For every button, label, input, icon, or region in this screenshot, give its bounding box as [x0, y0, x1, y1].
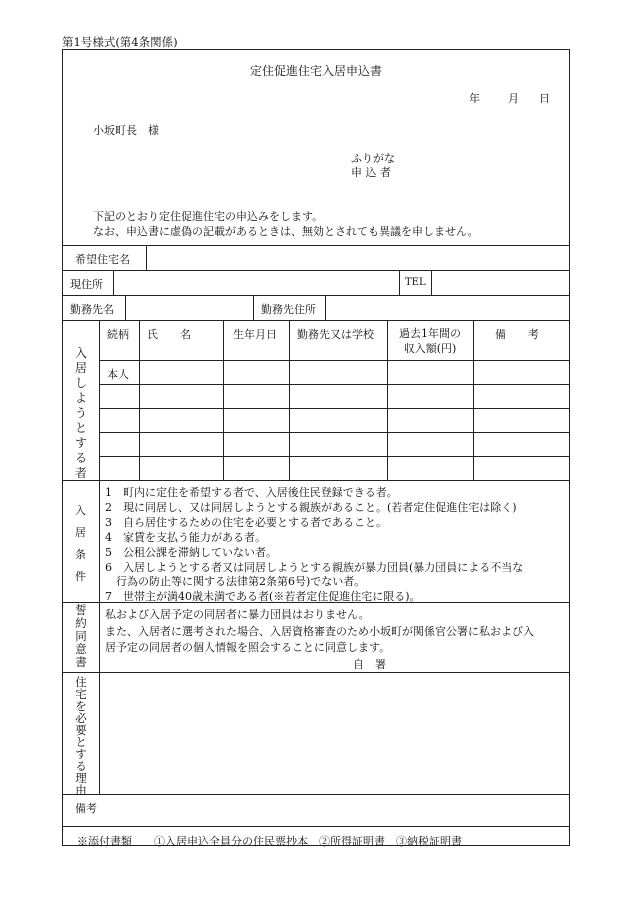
- requirement-item: 5 公租公課を滞納していない者。: [105, 546, 277, 559]
- requirement-item: 1 町内に定住を希望する者で、入居後住民登録できる者。: [105, 486, 398, 499]
- applicant-label: 申 込 者: [351, 166, 391, 179]
- consent-line-3: 居予定の同居者の個人情報を照会することに同意します。: [105, 641, 391, 654]
- attachments-note: ※添付書類 ①入居申込全員分の住民票抄本 ②所得証明書 ③納税証明書: [77, 835, 462, 848]
- employer-name-label: 勤務先名: [70, 303, 114, 316]
- addressee: 小坂町長 様: [93, 124, 159, 137]
- desired-housing-label: 希望住宅名: [75, 253, 130, 266]
- requirements-label-char: 居: [75, 526, 86, 539]
- date-day: 日: [539, 92, 550, 105]
- consent-line-2: また、入居者に選考された場合、入居資格審査のため小坂町が関係官公署に私および入: [105, 625, 534, 638]
- table-row-relation: 本人: [107, 368, 129, 381]
- intro-line-2: なお、申込書に虚偽の記載があるときは、無効とされても異議を申しません。: [93, 225, 479, 238]
- employer-address-label: 勤務先住所: [261, 303, 316, 316]
- date-month: 月: [508, 92, 519, 105]
- requirements-label-char: 条: [75, 548, 86, 561]
- requirement-item: 7 世帯主が満40歳未満である者(※若者定住促進住宅に限る)。: [105, 590, 421, 603]
- date-year: 年: [469, 92, 480, 105]
- col-name: 氏 名: [147, 328, 191, 341]
- signature-label: 自 署: [353, 658, 386, 671]
- remarks-label: 備考: [75, 802, 97, 815]
- requirements-label-char: 件: [75, 570, 86, 583]
- col-birthdate: 生年月日: [233, 328, 277, 341]
- requirement-item: 3 自ら居住するための住宅を必要とする者であること。: [105, 516, 387, 529]
- consent-line-1: 私および入居予定の同居者に暴力団員はおりません。: [105, 608, 370, 621]
- col-income: 過去1年間の 収入額(円): [399, 327, 461, 355]
- application-form: [62, 49, 570, 846]
- furigana-label: ふりがな: [351, 152, 395, 165]
- col-remarks: 備 考: [495, 328, 539, 341]
- form-number: 第1号様式(第4条関係): [62, 35, 178, 49]
- col-workplace: 勤務先又は学校: [297, 328, 374, 341]
- consent-section-label: 誓約同意書: [75, 603, 87, 669]
- intro-line-1: 下記のとおり定住促進住宅の申込みをします。: [93, 210, 324, 223]
- requirement-item: 6 入居しようとする者又は同居しようとする親族が暴力団員(暴力団員による不当な: [105, 561, 524, 574]
- col-relation: 続柄: [107, 328, 129, 341]
- tel-label: TEL: [405, 277, 426, 288]
- requirement-item: 4 家賃を支払う能力がある者。: [105, 531, 266, 544]
- reason-section-label: 住宅を必要とする理由: [75, 675, 87, 797]
- requirement-item: 行為の防止等に関する法律第2条第6号)でない者。: [105, 575, 366, 588]
- current-address-label: 現住所: [70, 278, 103, 291]
- form-title: 定住促進住宅入居申込書: [249, 64, 382, 78]
- residents-section-label: 入居しようとする者: [74, 346, 87, 480]
- requirements-label-char: 入: [75, 504, 86, 517]
- requirement-item: 2 現に同居し、又は同居しようとする親族があること。(若者定住促進住宅は除く): [105, 501, 517, 514]
